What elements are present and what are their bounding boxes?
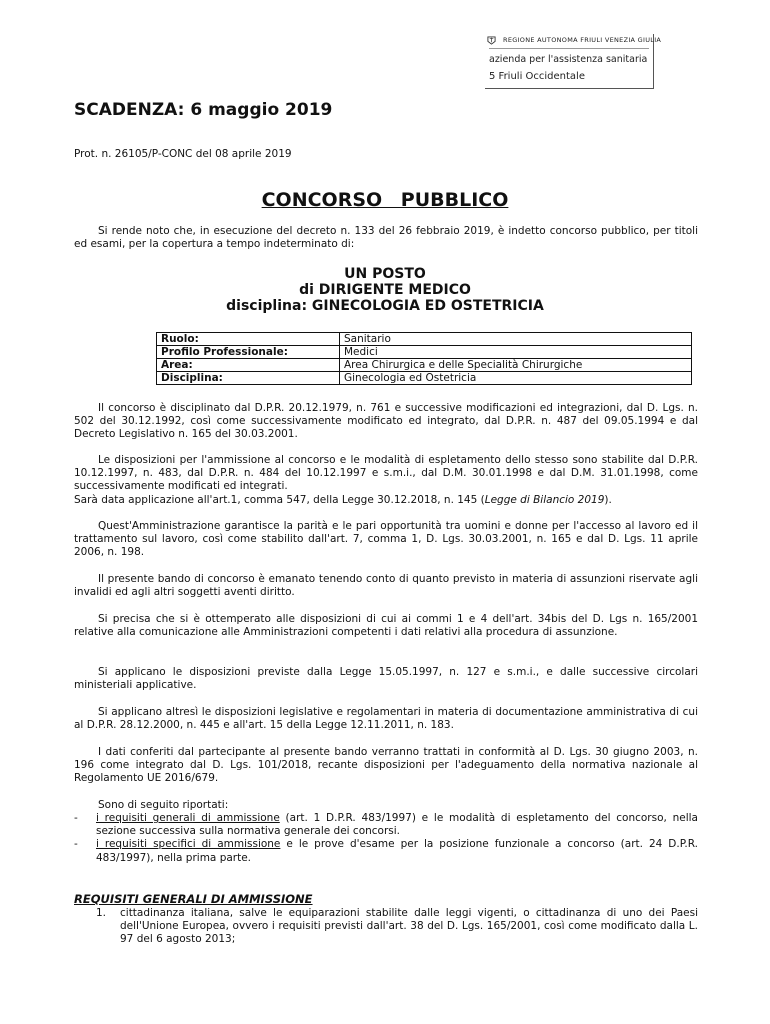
paragraph-privacy: I dati conferiti dal partecipante al presente bando verranno trattati in conformità al D. Lgs. 30 giugno 2003, n. 196 come integrato dal D. Lgs. 101/2018, recante disposizioni per l'adeguamento della normativa nazionale al Regolamento UE 2016/679. xyxy=(74,746,698,785)
post-heading-line2: di DIRIGENTE MEDICO xyxy=(299,282,471,298)
logo-divider xyxy=(489,48,649,49)
logo-agency-text: azienda per l'assistenza sanitaria xyxy=(489,54,648,65)
general-requirements-link[interactable]: i requisiti generali di ammissione xyxy=(96,812,280,824)
table-key: Profilo Professionale: xyxy=(157,346,340,359)
deadline-heading: SCADENZA: 6 maggio 2019 xyxy=(74,100,333,120)
specific-requirements-link[interactable]: i requisiti specifici di ammissione xyxy=(96,838,281,851)
agency-logo xyxy=(485,34,662,89)
table-row xyxy=(157,359,692,372)
table-row xyxy=(157,333,692,346)
table-row xyxy=(157,372,692,385)
list-item: 1. cittadinanza italiana, salve le equiparazioni stabilite dalle leggi vigenti, o cittadinanza di uno dei Paesi dell'Unione Europea, ovvero i requisiti previsti dall'art. 38 del D. Lgs. 165/2001, così come modificato dalla L. 97 del 6 agosto 2013; xyxy=(96,907,698,946)
table-key: Area: xyxy=(157,359,340,372)
paragraph-art34bis: Si precisa che si è ottemperato alle disposizioni di cui ai commi 1 e 4 dell'art. 34bis del D. Lgs n. 165/2001 relative alla comunicazione alle Amministrazioni competenti i dati relativi alla procedura di assunzione. xyxy=(74,613,698,639)
protocol-number: Prot. n. 26105/P-CONC del 08 aprile 2019 xyxy=(74,148,292,160)
post-heading-line3: disciplina: GINECOLOGIA ED OSTETRICIA xyxy=(226,298,544,314)
table-value: Medici xyxy=(340,346,692,359)
table-key: Disciplina: xyxy=(157,372,340,385)
requirements-list xyxy=(74,812,698,865)
intro-paragraph: Si rende noto che, in esecuzione del decreto n. 133 del 26 febbraio 2019, è indetto concorso pubblico, per titoli ed esami, per la copertura a tempo indeterminato di: xyxy=(74,225,698,251)
document-title: CONCORSO PUBBLICO xyxy=(261,189,509,211)
post-heading xyxy=(0,266,770,314)
table-key: Ruolo: xyxy=(157,333,340,346)
paragraph-equal-opportunity: Quest'Amministrazione garantisce la parità e le pari opportunità tra uomini e donne per l'accesso al lavoro ed il trattamento sul lavoro, così come stabilito dall'art. 7, comma 1, D. Lgs. 30.03.2001, n. 165 e dal D. Lgs. 11 aprile 2006, n. 198. xyxy=(74,520,698,559)
paragraph-regulation: Il concorso è disciplinato dal D.P.R. 20.12.1979, n. 761 e successive modificazioni ed integrazioni, dal D. Lgs. n. 502 del 30.12.1992, così come successivamente modificato ed integrato, dal D.P.R. n. 487 del 09.05.1994 e dal Decreto Legislativo n. 165 del 30.03.2001. xyxy=(74,402,698,441)
logo-region-text: REGIONE AUTONOMA FRIULI VENEZIA GIULIA xyxy=(503,36,662,44)
position-info-table xyxy=(156,332,692,385)
budget-law-line: Sarà data applicazione all'art.1, comma 547, della Legge 30.12.2018, n. 145 (Legge di Bilancio 2019). xyxy=(74,493,612,506)
post-heading-line1: UN POSTO xyxy=(344,266,426,282)
section-heading: REQUISITI GENERALI DI AMMISSIONE xyxy=(74,892,313,906)
table-value: Ginecologia ed Ostetricia xyxy=(340,372,692,385)
table-row xyxy=(157,346,692,359)
paragraph-reserved-hiring: Il presente bando di concorso è emanato tenendo conto di quanto previsto in materia di assunzioni riservate agli invalidi ed agli altri soggetti aventi diritto. xyxy=(74,573,698,599)
paragraph-law-127: Si applicano le disposizioni previste dalla Legge 15.05.1997, n. 127 e s.m.i., e dalle successive circolari ministeriali applicative. xyxy=(74,666,698,692)
list-item: - i requisiti generali di ammissione (art. 1 D.P.R. 483/1997) e le modalità di espletamento del concorso, nella sezione successiva sulla normativa generale dei concorsi. xyxy=(74,812,698,838)
paragraph-documentation: Si applicano altresì le disposizioni legislative e regolamentari in materia di documentazione amministrativa di cui al D.P.R. 28.12.2000, n. 445 e all'art. 15 della Legge 12.11.2011, n. 183. xyxy=(74,706,698,732)
paragraph-admission-rules: Le disposizioni per l'ammissione al concorso e le modalità di espletamento dello stesso sono stabilite dal D.P.R. 10.12.1997, n. 483, dal D.P.R. n. 484 del 10.12.1997 e s.m.i., dal D.M. 30.01.1998 e dal D.M. 31.01.1998, come successivamente modificati ed integrati. Sarà data applicazione all'art.1, comma 547, della Legge 30.12.2018, n. 145 (Legge di Bilancio 2019). xyxy=(74,454,698,506)
logo-area-text: 5 Friuli Occidentale xyxy=(489,71,585,82)
table-value: Sanitario xyxy=(340,333,692,346)
list-item: - i requisiti specifici di ammissione e le prove d'esame per la posizione funzionale a concorso (art. 24 D.P.R. 483/1997), nella prima parte. xyxy=(74,838,698,864)
paragraph-list-intro: Sono di seguito riportati: xyxy=(98,799,229,811)
table-value: Area Chirurgica e delle Specialità Chirurgiche xyxy=(340,359,692,372)
